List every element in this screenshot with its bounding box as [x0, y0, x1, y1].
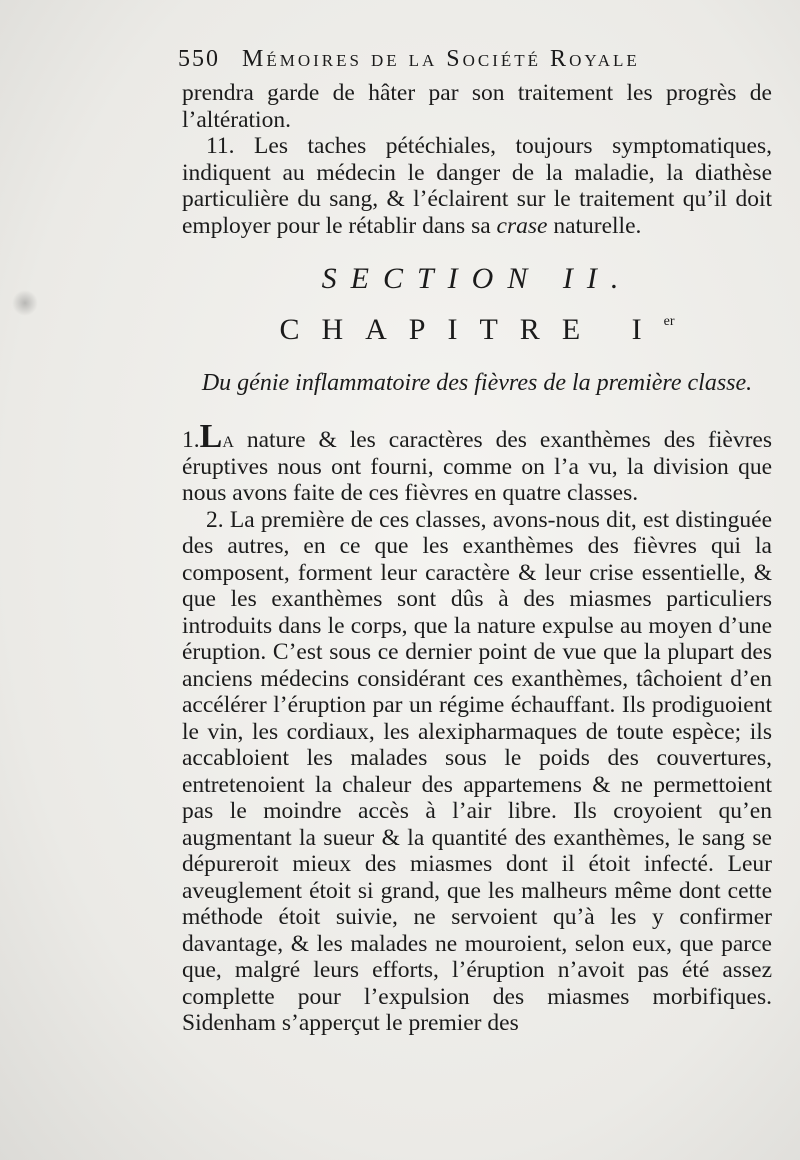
ink-blot: [12, 290, 38, 316]
small-caps-letter: a: [222, 427, 234, 453]
italic-word: crase: [496, 212, 548, 239]
top-text-block: [182, 80, 772, 239]
chapter-subtitle: Du génie inflammatoire des fièvres de la première classe.: [201, 370, 753, 396]
chapter-title: CHAPITRE I: [279, 313, 664, 346]
running-title: Mémoires de la Société Royale: [242, 46, 640, 72]
continuation-paragraph: prendra garde de hâter par son traitement les progrès de l’altération.: [182, 80, 772, 133]
paragraph-text-end: naturelle.: [547, 212, 642, 239]
chapter-heading: [182, 313, 772, 347]
paragraph-text: nature & les caractères des exanthèmes des fièvres éruptives nous ont fourni, comme on l’a vu, la division que nous avons faite de ces fièvres en quatre classes.: [182, 427, 772, 506]
paragraph-number: 2.: [206, 506, 224, 533]
drop-cap: L: [199, 418, 223, 455]
paragraph-text: Les taches pétéchiales, toujours symptomatiques, indiquent au médecin le danger de la maladie, la diathèse particulière du sang, & l’éclairent sur le traitement qu’il doit employer pour le rétablir dans sa: [182, 133, 773, 239]
paragraph-number: 1.: [182, 427, 200, 453]
body-text-block: [182, 418, 773, 1037]
paragraph-number: 11.: [206, 133, 235, 159]
section-heading: SECTION II.: [321, 262, 633, 295]
paragraph-2: [182, 507, 772, 1037]
paragraph-text: La première de ces classes, avons-nous dit, est distinguée des autres, en ce que les exanthèmes des fièvres qui la composent, forment leur caractère & leur crise essentielle, & que les exanthèmes sont dûs à des miasmes particuliers introduits dans le corps, que la nature expulse au moyen d’une éruption. C’est sous ce dernier point de vue que la plupart des anciens médecins considérant ces exanthèmes, tâchoient d’en accélérer l’éruption par un régime échauffant. Ils prodiguoient le vin, les cordiaux, les alexipharmaques de toute espèce; ils accabloient les malades sous le poids des couvertures, entretenoient la chaleur des appartemens & ne permettoient pas le moindre accès à l’air libre. Ils croyoient qu’en augmentant la sueur & la quantité des exanthèmes, le sang se dépureroit mieux des miasmes dont il étoit infecté. Leur aveuglement étoit si grand, que les malheurs même dont cette méthode étoit suivie, ne servoient qu’à les y confirmer davantage, & les malades ne mouroient, selon eux, que parce que, malgré leurs efforts, l’éruption n’avoit pas été assez complette pour l’expulsion des miasmes morbifiques. Sidenham s’apperçut le premier des: [182, 506, 773, 1036]
page-number: 550: [178, 46, 220, 72]
chapter-ordinal: er: [663, 314, 675, 329]
paragraph-11: [182, 133, 772, 239]
paragraph-1: [182, 418, 772, 507]
running-header: [178, 46, 718, 73]
